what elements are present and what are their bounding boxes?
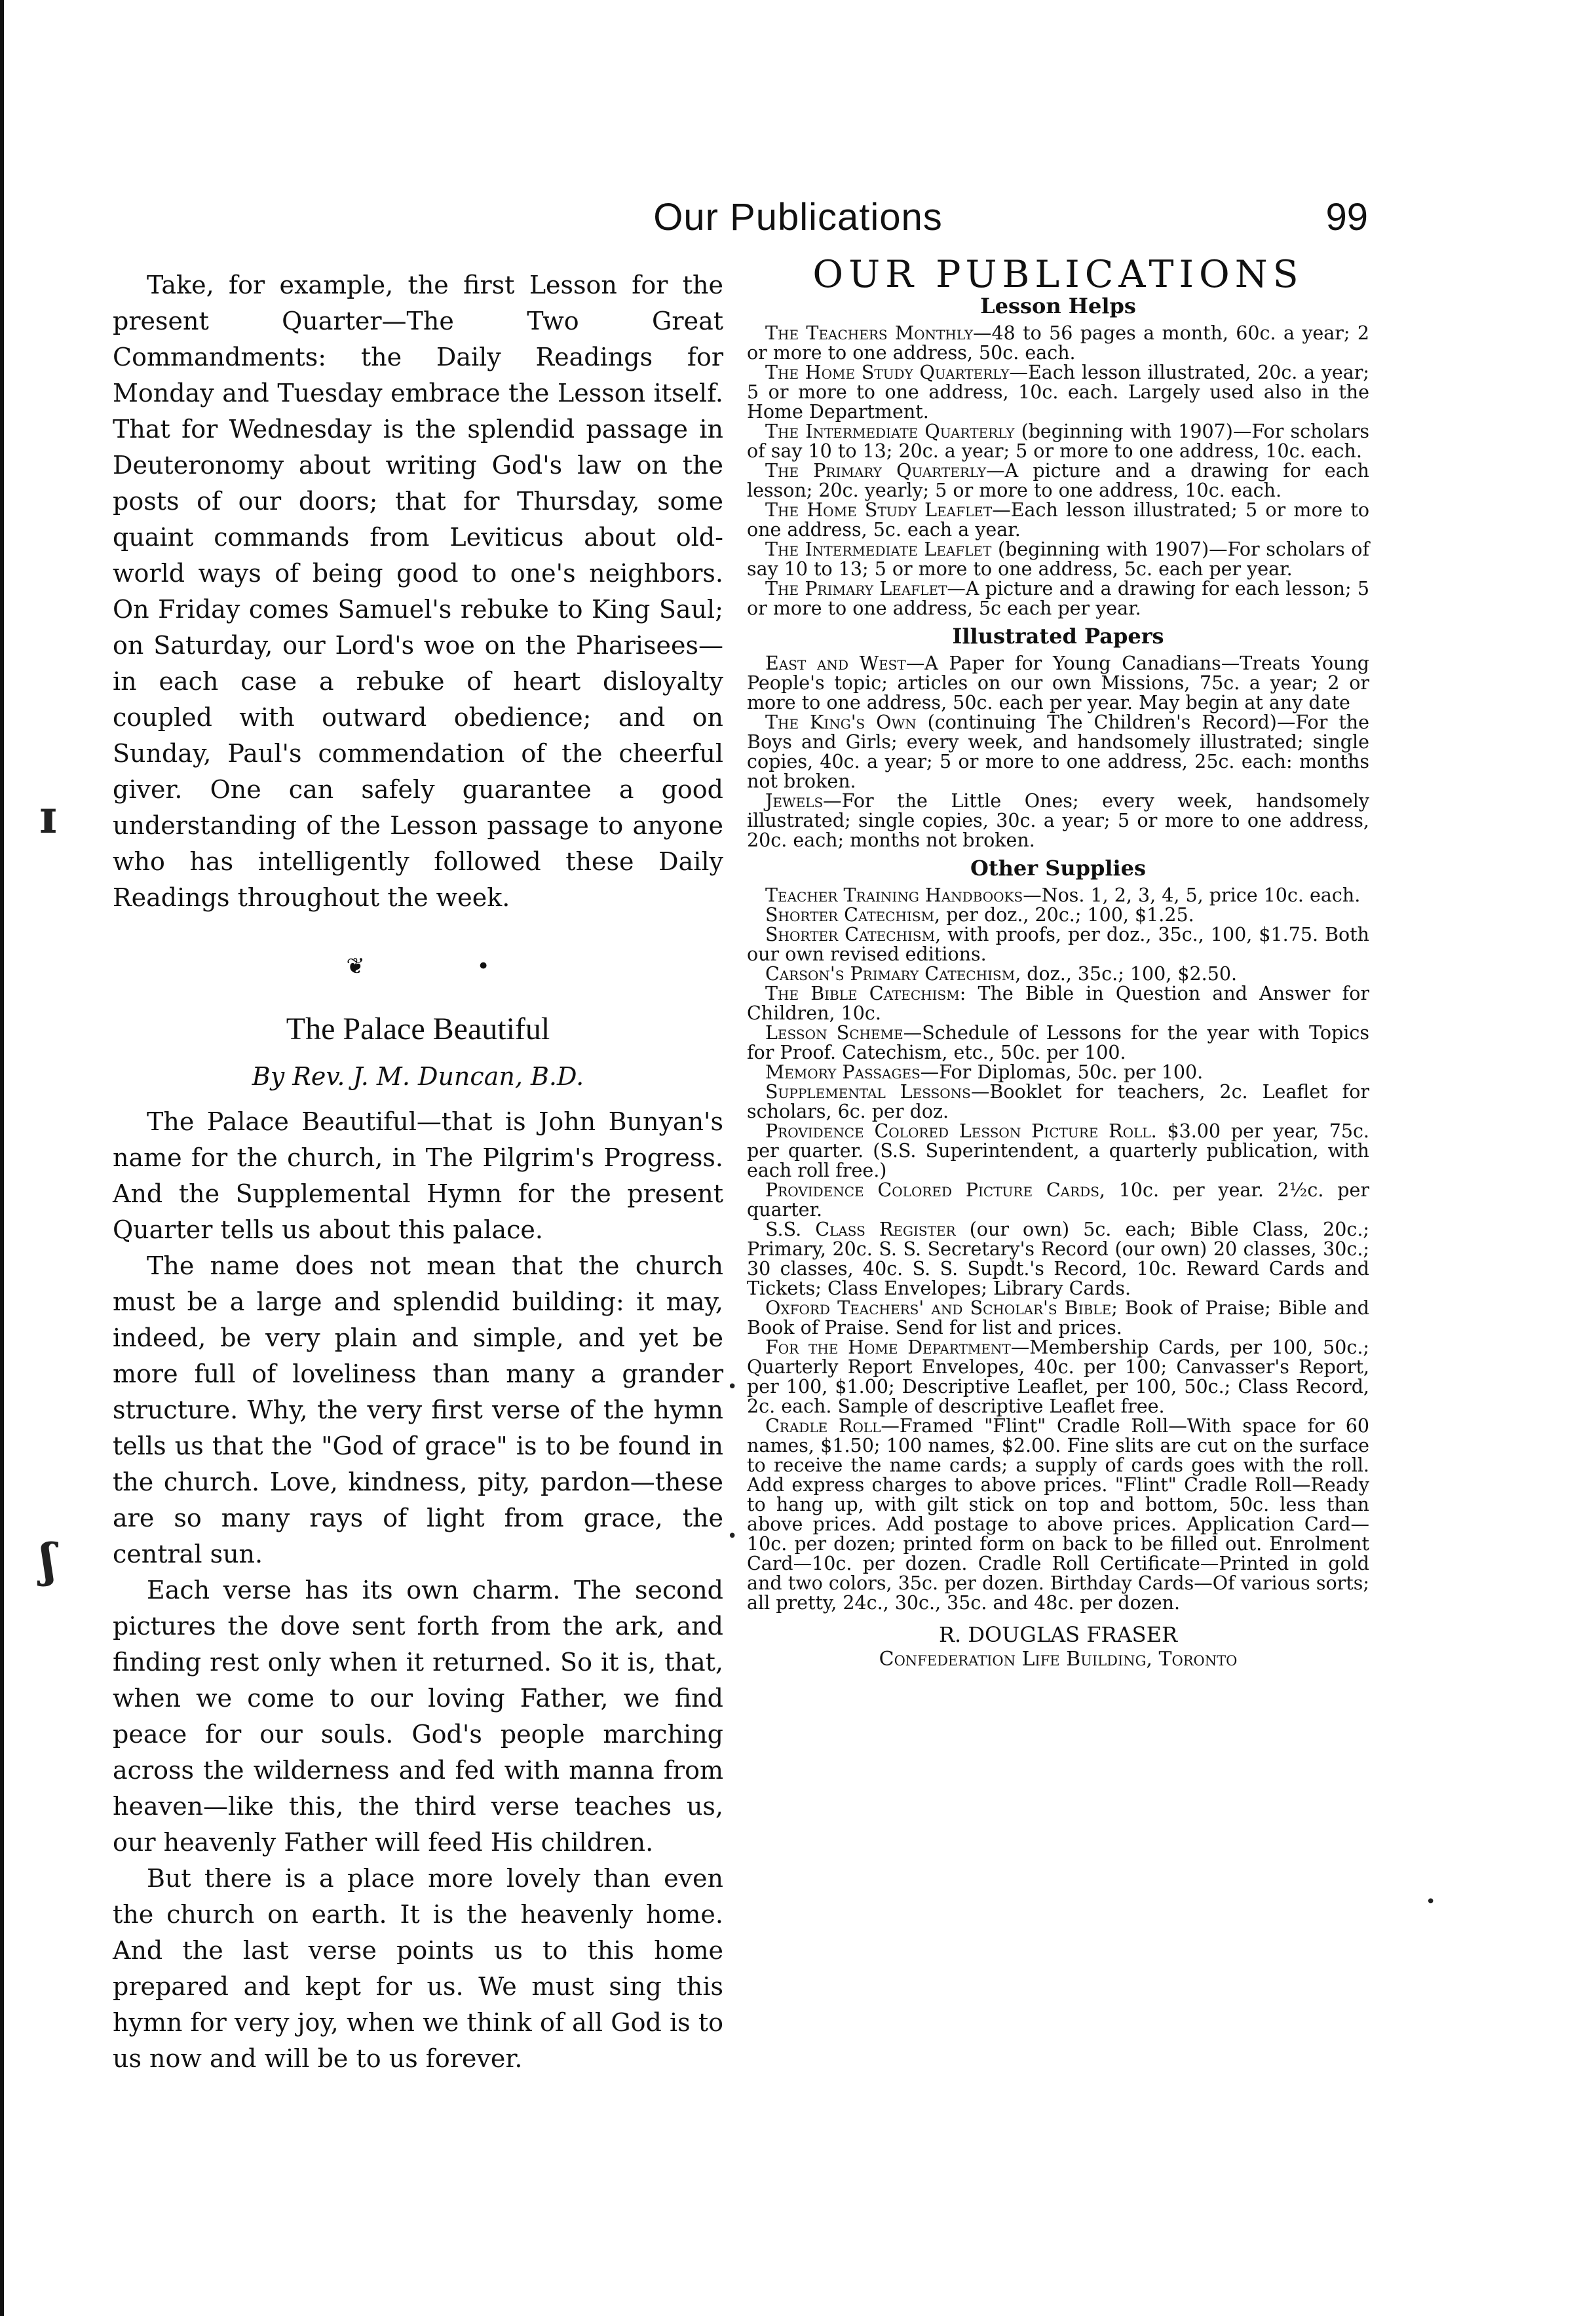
margin-bullet: • xyxy=(1426,1892,1436,1912)
item-name: Memory Passages xyxy=(765,1061,921,1083)
list-item xyxy=(747,1122,1369,1181)
margin-mark-flourish: ʃ xyxy=(41,1533,56,1587)
item-text: —A Paper for Young Canadians—Treats Young People's topic; articles on our own Missions, 75c. a year; 2 or more to one address, 50c. each per year. May begin at any date xyxy=(747,653,1369,713)
item-name: The Teachers Monthly xyxy=(765,322,974,344)
item-text: —Booklet for teachers, 2c. Leaflet for scholars, 6c. per doz. xyxy=(747,1081,1369,1122)
article-paragraph: Each verse has its own charm. The second pictures the dove sent forth from the ark, and finding rest only when it returned. So it is, that, when we come to our loving Father, we find peace for our souls. God's people marching across the wilderness and fed with manna from heaven—like this, the third verse teaches us, our heavenly Father will feed His children. xyxy=(113,1576,723,1857)
margin-bullet: • xyxy=(727,1377,738,1397)
article-paragraph: The name does not mean that the church must be a large and splendid building: it may, indeed, be very plain and simple, and yet be more full of loveliness than many a grander structure. Why, the very first verse of the hymn tells us that the "God of grace" is to be found in the church. Love, kindness, pity, pardon—these are so many rays of light from grace, the central sun. xyxy=(113,1251,723,1568)
publisher-address: Confederation Life Building, Toronto xyxy=(879,1648,1238,1671)
item-name: Teacher Training Handbooks xyxy=(765,884,1023,906)
item-name: Cradle Roll xyxy=(765,1415,881,1437)
list-item xyxy=(747,324,1369,363)
item-name: Providence Colored Lesson Picture Roll xyxy=(765,1120,1151,1142)
list-item xyxy=(747,984,1369,1023)
publications-heading: OUR PUBLICATIONS xyxy=(812,253,1304,296)
list-item xyxy=(747,1220,1369,1299)
article-title: The Palace Beautiful xyxy=(286,1012,550,1046)
list-item xyxy=(747,713,1369,791)
item-text: , per doz., 20c.; 100, $1.25. xyxy=(934,904,1194,926)
item-name: The Home Study Leaflet xyxy=(765,499,993,521)
list-item xyxy=(747,886,1369,905)
item-text: (our own) 5c. each; Bible Class, 20c.; Primary, 20c. S. S. Secretary's Record (our own) 20 classes, 30c.; 30 classes, 40c. S. S. Supdt.'s Record, 10c. Reward Cards and Tickets; Class Envelopes; Library Cards. xyxy=(747,1219,1369,1299)
item-text: . $3.00 per year, 75c. per quarter. (S.S. Superintendent, a quarterly publication, with each roll free.) xyxy=(747,1120,1369,1181)
item-text: —Framed "Flint" Cradle Roll—With space for 60 names, $1.50; 100 names, $2.00. Fine slits are cut on the surface to receive the name cards; a supply of cards goes with the roll. Add express charges to above prices. "Flint" Cradle Roll—Ready to hang up, with gilt stick on top and bottom, 50c. less than above prices. Add postage to above prices. Application Card—10c. per dozen; printed form on back to be filled out. Enrolment Card—10c. per dozen. Cradle Roll Certificate—Printed in gold and two colors, 35c. per dozen. Birthday Cards—Of various sorts; all pretty, 24c., 30c., 35c. and 48c. per dozen. xyxy=(747,1415,1370,1614)
list-item xyxy=(747,1299,1369,1338)
list-item xyxy=(747,579,1369,618)
list-item xyxy=(747,791,1369,850)
right-column xyxy=(747,253,1370,1671)
item-text: , doz., 35c.; 100, $2.50. xyxy=(1015,963,1238,985)
item-text: —Each lesson illustrated; 5 or more to one address, 5c. each a year. xyxy=(747,499,1369,541)
item-name: The Intermediate Quarterly xyxy=(765,421,1015,442)
item-text: : The Bible in Question and Answer for Children, 10c. xyxy=(747,983,1369,1024)
item-name: The Intermediate Leaflet xyxy=(765,539,992,560)
intro-paragraph: Take, for example, the first Lesson for the present Quarter—The Two Great Commandments: the Daily Readings for Monday and Tuesday embrace the Lesson itself. That for Wednesday is the splendid passage in Deuteronomy about writing God's law on the posts of our doors; that for Thursday, some quaint commands from Leviticus about old-world ways of being good to one's neighbors. On Friday comes Samuel's rebuke to King Saul; on Saturday, our Lord's woe on the Pharisees—in each case a rebuke of heart disloyalty coupled with outward obedience; and on Sunday, Paul's commendation of the cheerful giver. One can safely guarantee a good understanding of the Lesson passage to anyone who has intelligently followed these Daily Readings throughout the week. xyxy=(113,271,723,912)
item-text: —Nos. 1, 2, 3, 4, 5, price 10c. each. xyxy=(1023,884,1361,906)
item-name: East and West xyxy=(765,653,906,674)
running-title: Our Publications xyxy=(653,196,943,238)
article-byline: By Rev. J. M. Duncan, B.D. xyxy=(252,1062,584,1091)
list-item xyxy=(747,1181,1369,1220)
list-item xyxy=(747,1082,1369,1122)
list-item xyxy=(747,1023,1369,1063)
item-name: S.S. Class Register xyxy=(765,1219,956,1240)
item-name: The Primary Leaflet xyxy=(765,578,947,599)
item-name: Providence Colored Picture Cards xyxy=(765,1179,1099,1201)
item-name: The Primary Quarterly xyxy=(765,460,987,482)
item-name: Lesson Scheme xyxy=(765,1022,903,1044)
item-text: (beginning with 1907)—For scholars of say 10 to 13; 5 or more to one address, 5c. each per year. xyxy=(747,539,1369,580)
item-name: Jewels xyxy=(765,790,824,812)
item-name: The King's Own xyxy=(765,712,917,733)
list-item xyxy=(747,422,1369,461)
item-text: —For Diplomas, 50c. per 100. xyxy=(920,1061,1204,1083)
list-item xyxy=(747,1416,1369,1613)
item-name: The Home Study Quarterly xyxy=(765,362,1010,383)
item-text: —Schedule of Lessons for the year with Topics for Proof. Catechism, etc., 50c. per 100. xyxy=(747,1022,1369,1063)
margin-mark-bracket: ɪ xyxy=(39,789,57,844)
list-item xyxy=(747,1338,1369,1416)
article-paragraph: But there is a place more lovely than even the church on earth. It is the heavenly home. And the last verse points us to this home prepared and kept for us. We must sing this hymn for very joy, when we think of all God is to us now and will be to us forever. xyxy=(113,1864,723,2073)
item-name: Carson's Primary Catechism xyxy=(765,963,1016,985)
section-heading-other-supplies: Other Supplies xyxy=(970,856,1147,881)
running-head xyxy=(0,195,1596,248)
item-name: Shorter Catechism xyxy=(765,924,936,945)
ornament-divider xyxy=(113,949,723,985)
section-heading-lesson-helps: Lesson Helps xyxy=(980,294,1136,318)
item-text: (continuing The Children's Record)—For the Boys and Girls; every week, and handsomely illustrated; single copies, 40c. a year; 5 or more to one address, 25c. each: months not broken. xyxy=(747,712,1369,792)
item-text: , 10c. per year. 2½c. per quarter. xyxy=(747,1179,1369,1221)
list-item xyxy=(747,461,1369,501)
publisher-signature: R. DOUGLAS FRASER xyxy=(938,1622,1178,1647)
list-item xyxy=(747,501,1369,540)
item-text: —A picture and a drawing for each lesson; 20c. yearly; 5 or more to one address, 10c. each. xyxy=(747,460,1369,501)
margin-bullet: • xyxy=(727,1527,738,1546)
article-paragraph: The Palace Beautiful—that is John Bunyan's name for the church, in The Pilgrim's Progress. And the Supplemental Hymn for the present Quarter tells us about this palace. xyxy=(113,1107,723,1244)
ornament-fleuron-icon: ❦ xyxy=(346,953,365,979)
item-name: Supplemental Lessons xyxy=(765,1081,971,1103)
item-text: , with proofs, per doz., 35c., 100, $1.75. Both our own revised editions. xyxy=(747,924,1370,965)
list-item xyxy=(747,654,1369,713)
item-name: For the Home Department xyxy=(765,1337,1011,1358)
section-heading-illustrated-papers: Illustrated Papers xyxy=(952,624,1164,649)
item-text: ; Book of Praise; Bible and Book of Praise. Send for list and prices. xyxy=(747,1297,1369,1338)
list-item xyxy=(747,905,1369,925)
item-name: Oxford Teachers' and Scholar's Bible xyxy=(765,1297,1112,1319)
item-text: (beginning with 1907)—For scholars of say 10 to 13; 20c. a year; 5 or more to one address, 10c. each. xyxy=(747,421,1369,462)
item-text: —For the Little Ones; every week, handsomely illustrated; single copies, 30c. a year; 5 or more to one address, 20c. each; months not broken. xyxy=(747,790,1369,851)
item-text: —Membership Cards, per 100, 50c.; Quarterly Report Envelopes, 40c. per 100; Canvasser's Report, per 100, $1.00; Descriptive Leaflet, per 100, 50c.; Class Record, 2c. each. Sample of descriptive Leaflet free. xyxy=(747,1337,1369,1417)
list-item xyxy=(747,540,1369,579)
page-number: 99 xyxy=(1325,196,1368,238)
ornament-bullet-icon: • xyxy=(476,953,490,979)
item-name: Shorter Catechism xyxy=(765,904,935,926)
item-text: —48 to 56 pages a month, 60c. a year; 2 or more to one address, 50c. each. xyxy=(747,322,1370,364)
list-item xyxy=(747,964,1369,984)
list-item xyxy=(747,363,1369,422)
item-text: —Each lesson illustrated, 20c. a year; 5 or more to one address, 10c. each. Largely used also in the Home Department. xyxy=(747,362,1369,423)
list-item xyxy=(747,925,1369,964)
item-text: —A picture and a drawing for each lesson; 5 or more to one address, 5c each per year. xyxy=(747,578,1369,619)
item-name: The Bible Catechism xyxy=(765,983,960,1004)
binding-edge xyxy=(0,0,4,2316)
list-item xyxy=(747,1063,1369,1082)
left-column xyxy=(113,267,723,2077)
